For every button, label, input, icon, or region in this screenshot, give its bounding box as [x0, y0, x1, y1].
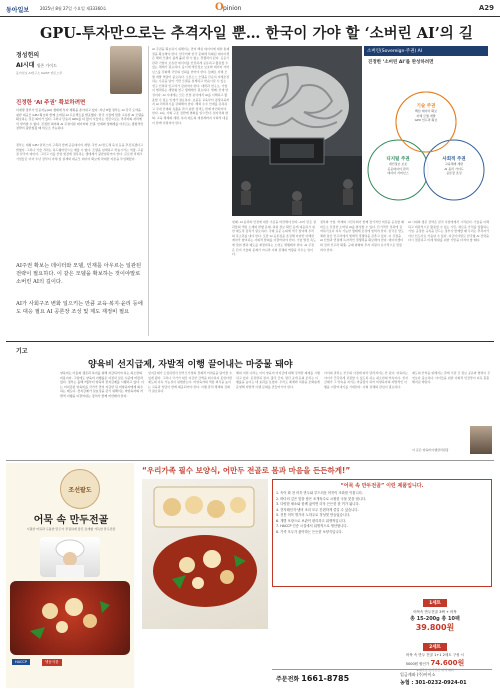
- point-2: 2. 바다의 깊은 맛을 담은 조개육수로 시원한 국물 맛을 냅니다.: [276, 496, 367, 501]
- badge-haccp: HACCP: [12, 659, 30, 665]
- sovereign-ai-infographic: [364, 46, 488, 216]
- point-5: 5. 전통 어묵 명가의 노하우로 정성껏 만들었습니다.: [276, 513, 351, 517]
- ad-tagline: 시원한 어묵과 두툼한 만두가 푸짐하게 담긴 조개향 가득한 만두전골: [26, 527, 116, 531]
- opinion-author-photo: [470, 426, 492, 454]
- left-circle: [376, 156, 420, 176]
- bank-account: 농협 : 301-0232-0924-01: [400, 680, 467, 686]
- page-number: A29: [478, 4, 494, 12]
- right-item-3: 공론장 조성: [446, 171, 462, 175]
- main-body-col2: AI 주권을 확보하기 위해서는 먼저 핵심 데이터에 대한 통제권을 확보해야 한다. 한국어와 한국 문화에 특화된 데이터셋은 해외 모델이 쉽게 흉내 낼 수 없는 경쟁력이 된다. 공공기관과 기업이 보유한 데이터를 안전하게 공유하고 활용할 수 있는 체계가 필요하다. 동시에 개인정보 보호와 데이터 거버넌스를 강화해 국민의 신뢰를 얻어야 한다. 둘째로 자체 모델 개발 역량이 중요하다. 오픈소스 모델을 단순히 미세조정하는 수준을 넘어 기반 모델을 설계하고 학습시킬 수 있는 연구 인력과 인프라가 갖춰져야 한다. 대학과 연구소, 기업이 협력하는 개방형 연구 생태계가 필요하다. 셋째, 인재 양성이다. AI 시대에는 모든 산업 분야에서 AI를 이해하고 활용할 수 있는 인재가 필요하다. 초중등 교육부터 평생교육까지 AI 리터러시를 강화해야 한다. 해외 우수 인재를 유치하고 국내 인재의 유출을 막기 위한 정책도 함께 마련되어야 한다. AI는 사회 구조 전반에 변화를 일으킨다. 일자리의 변화, 교육 체계의 개편, 복지 제도의 재설계까지 사회적 대응이 함께 이뤄져야 한다.: [152, 47, 230, 125]
- date-issue: 2025년 8월 27일 수요일 제33360호: [40, 6, 107, 11]
- section-mark: O: [215, 2, 224, 13]
- opinion-headline: 양육비 선지급제, 자발적 이행 끌어내는 마중물 돼야: [88, 360, 293, 370]
- main-headline: GPU-투자만으로는 추격자일 뿐… 한국이 가야 할 ‘소버린 AI’의 길: [40, 25, 473, 42]
- point-8: 8. 가족 모두가 좋아하는 든든한 보양식입니다.: [276, 529, 343, 534]
- opinion-body-col5: 제도의 안착을 위해서는 관계 기관 간 정보 공유와 협력이 무엇보다 중요하다. 아이들을 위한 사회적 안전망이 더욱 촘촘해지길 바란다.: [412, 371, 491, 385]
- set1-price: 39.800원: [415, 623, 455, 632]
- center-label: 기술 주권: [416, 104, 436, 109]
- point-3: 3. 다양한 채소와 함께 끓이면 더욱 든든한 한 끼가 됩니다.: [276, 502, 360, 506]
- company-account: 입금계좌 (주)아이소: [400, 672, 436, 677]
- opinion-kicker: 기고: [16, 348, 28, 355]
- point-4: 4. 전자레인지·냄비 조리 모두 간편하게 즐길 수 있습니다.: [276, 507, 359, 512]
- set2-offer: [378, 633, 492, 672]
- center-item-1: 핵심 데이터 확보: [414, 109, 438, 113]
- order-title: “어묵 속 만두전골” 이런 제품입니다.: [340, 483, 424, 489]
- center-item-2: 자체 모델 개발: [416, 113, 436, 118]
- sovereign-ai-diagram: [364, 70, 488, 210]
- set1-desc2: 총 15-200g 총 10팩: [410, 616, 460, 622]
- opinion-body-col2: 선지급제가 도입되면서 한부모가정의 경제적 어려움을 덜어줄 수 있게 됐다. 그러나 국가가 대신 지급한 금액을 회수하지 못한다면 제도의 지속 가능성이 위협받는다. 비양육자의 책임 의식을 높이는 교육과 상담이 함께 제공되어야 한다. 이행 관리 체계의 강화가 필요하다.: [148, 371, 232, 394]
- opinion-author-caption: 이 글은 양육비이행관리원장: [412, 448, 449, 452]
- main-body-col4: 정부와 기업, 학계와 시민사회가 함께 장기적인 비전을 공유할 때 비로소 진정한 소버린 AI를 완성할 수 있다. 단기적인 성과에 집착하기보다 지속 가능한 생태계 조성에 힘써야 한다. 한국은 반도체와 통신 인프라에서 세계적 경쟁력을 갖추고 있다. 이 강점을 AI 산업과 연결해 독자적인 경쟁력을 확보해야 한다. 데이터센터와 전력 인프라 확충, 규제 완화와 투자 지원이 유기적으로 맞물려야 한다.: [320, 220, 404, 252]
- main-body-col1-continued: [16, 143, 144, 253]
- opinion-body-col4: 아이의 권리는 부모의 사정에 따라 달라져서는 안 된다. 양육비는 아이가 건강하게 성장할 수 있도록 하는 최소한의 약속이다. 선지급제가 그 약속을 지키는 마중물이 되어 비양육자의 자발적인 이행을 이끌어내기를 기대한다. 사회 전체의 관심이 필요하다.: [324, 371, 408, 389]
- phone-number[interactable]: 1661-8785: [301, 674, 350, 683]
- center-item-3: GPU 인프라 확보: [414, 118, 438, 122]
- product-photo: [142, 479, 268, 629]
- point-6: 6. 개별 포장으로 보관이 편리하고 위생적입니다.: [276, 518, 346, 523]
- brand-line: 어묵 속 만두전골: [33, 515, 109, 526]
- author-column-suffix: 생존 가이드: [36, 63, 57, 68]
- main-body-col5: AI 시대의 생존 전략은 결국 사람에게서 시작된다. 기술을 이해하고 비판적으로 활용할 수 있는 시민, 새로운 가치를 창출하는 기업, 공정한 규칙을 만드는 정부가 함께할 때 우리는 추격자가 아닌 선도자로 거듭날 수 있다. 지금이야말로 한국형 AI 전략을 다시 점검하고 미래 세대를 위한 기반을 다져야 할 때다.: [408, 220, 490, 243]
- infographic-label: 진정한 ‘소버린 AI’를 완성하려면: [368, 60, 434, 65]
- phone-label: 주문전화: [276, 676, 300, 683]
- right-label: 사회적 주권: [442, 157, 466, 162]
- advertisement: [6, 463, 494, 688]
- ad-left-panel: [6, 463, 134, 688]
- right-circle: [432, 156, 476, 176]
- pullquote: AI주권 확보는 데이터와 모델, 인재를 아우르는 일관된 전략이 필요하다. 이 같은 모델을 확보하는 것이야말로 소버린 AI의 길이다.: [16, 263, 142, 285]
- opinion-body-col3: 해외 여러 나라는 이미 양육비 미지급에 대해 강력한 제재를 시행하고 있다. 운전면허 정지, 출국 금지, 명단 공개 등의 조치는 이행률을 높이는 데 효과를 보였다. 우리도 제재와 지원을 조화롭게 운영해 자발적 이행 문화를 만들어가야 한다.: [236, 371, 320, 389]
- author-subtitle: 진정한 ‘AI 주권’ 확보하려면: [16, 100, 86, 106]
- author-name: 정성헌의: [16, 52, 40, 59]
- contact-bar: [272, 669, 492, 687]
- badge-frozen: 냉동식품: [42, 659, 62, 666]
- hotpot-photo: [10, 581, 130, 655]
- point-1: 1. 속이 꽉 찬 어묵 만두와 부드러운 어묵이 조화를 이룹니다.: [276, 491, 363, 495]
- masthead: 동아일보: [6, 7, 30, 14]
- left-item-1: 개인정보 보호: [388, 162, 408, 166]
- set2-label: 2세트: [423, 643, 447, 651]
- brand-logo: 조선팔도: [60, 469, 100, 509]
- body-filler-text: 정부는 대형 GPU 클러스터 구축과 함께 공공데이터 개방, 국산 AI 반도체 육성 등을 추진하겠다고 밝혔다. 그러나 기술 격차는 하드웨어만으로 메울 수 없다. 모델을 설계하고 학습시키는 역량, 고품질 한국어 데이터, 그리고 이를 산업 현장에 접목하는 생태계가 뒷받침되어야 한다. 글로벌 빅테크 기업들은 이미 수년 전부터 자체 칩 설계와 대규모 데이터 확보에 막대한 자본을 투입해왔다.: [16, 143, 144, 161]
- product-info-box: [272, 479, 492, 587]
- set2-desc: 어묵 속 만두 전골 1+1 2세트 구성 시: [406, 653, 464, 657]
- author-affiliation: 동아일보 AI연구소 KAIST 멘토스쿠: [16, 71, 63, 75]
- brain-chip-artwork: [232, 46, 362, 216]
- left-label: 디지털 주권: [386, 157, 410, 162]
- ai-brain-illustration: [232, 46, 362, 216]
- left-item-2: 공공데이터 관리: [387, 166, 409, 171]
- author-photo: [110, 46, 142, 94]
- right-item-2: AI 윤리 가이드: [444, 166, 464, 171]
- ad-headline: “우리가족 필수 보양식, 어만두 전골로 몸과 마음을 든든하게!”: [142, 466, 351, 475]
- main-body-col1: 이재명 정부가 인공지능(AI) 생태계 투자 계획을 쏟아내고 있다. 지난 8월 정부는 AI 강국 도약을 위한 대규모 GPU 확보와 함께 소버린 AI 프로젝트를 발표했다. 한국 시장에 맞춘 고유한 AI 모델을 확보하는 것은 의미가 있다. 그러나 단순히 GPU를 더 많이 사들이는 것만으로는 추격자의 자리에서 벗어날 수 없다. 진정한 의미의 AI 주권이란 데이터와 모델, 인재와 생태계를 아우르는 종합적인 전략이 뒷받침될 때 비로소 가능하다.: [16, 108, 144, 131]
- set2-note: ※제주도·도서산간 지역 제외: [416, 668, 454, 672]
- set1-label: 1세트: [423, 599, 447, 607]
- main-body-col3: 넷째, AI 윤리와 안전에 대한 기준을 마련해야 한다. AI가 만든 결과물의 책임 소재와 편향 문제, 허위 정보 확산 등에 대응하기 위한 제도적 장치가 필요하다. 국제 표준 논의에 적극 참여해 우리의 목소리를 내야 한다. 또한 AI 공론장을 조성해 다양한 이해관계자가 참여하는 사회적 합의를 이끌어내야 한다. 기술 발전 속도에 맞춰 법과 제도를 재정비하는 노력도 병행돼야 한다. AI 주권은 단지 기술의 문제가 아니라 사회 전체의 역량을 키우는 일이다.: [232, 220, 316, 257]
- chef-photo: [40, 537, 100, 577]
- page-header: [0, 0, 500, 17]
- set2-desc2: 5000원 할인가: [405, 662, 430, 666]
- set1-desc: 어묵속 만두전골 3팩 + 어묵: [413, 610, 457, 614]
- infographic-title: 소버린(Sovereign·주권) AI: [364, 46, 488, 56]
- point-7: 7. HACCP 인증 시설에서 위생적으로 생산합니다.: [276, 524, 348, 528]
- pullquote-2: AI가 사회구조 변화 일으키는 만큼 교육·복지·윤리 등에도 대응 필요 AI 공론장 조성 및 제도 재정비 필요: [16, 301, 143, 315]
- opinion-body-col1: 양육비는 아동의 생존과 복지를 위해 지급되어야 하는 최소한의 비용이다. 그럼에도 양육비 이행률은 여전히 낮은 수준에 머물러 있다. 정부는 올해 7월부터 양육비 선지급제를 시행하고 있다. 이는 미지급된 양육비를 국가가 먼저 지급한 뒤 비양육자에게 회수하는 제도다. 선지급제가 실효성을 갖기 위해서는 비양육자의 자발적 이행을 이끌어내는 장치가 함께 마련돼야 한다.: [60, 371, 144, 398]
- center-circle: [406, 103, 446, 123]
- section-word: pinion: [223, 5, 242, 12]
- author-column: AI시대: [16, 62, 35, 69]
- set2-price: 74.600원: [430, 659, 465, 667]
- left-item-3: 데이터 거버넌스: [387, 171, 409, 175]
- set1-offer: [378, 589, 492, 633]
- right-item-1: 교육체계 개편: [444, 162, 464, 166]
